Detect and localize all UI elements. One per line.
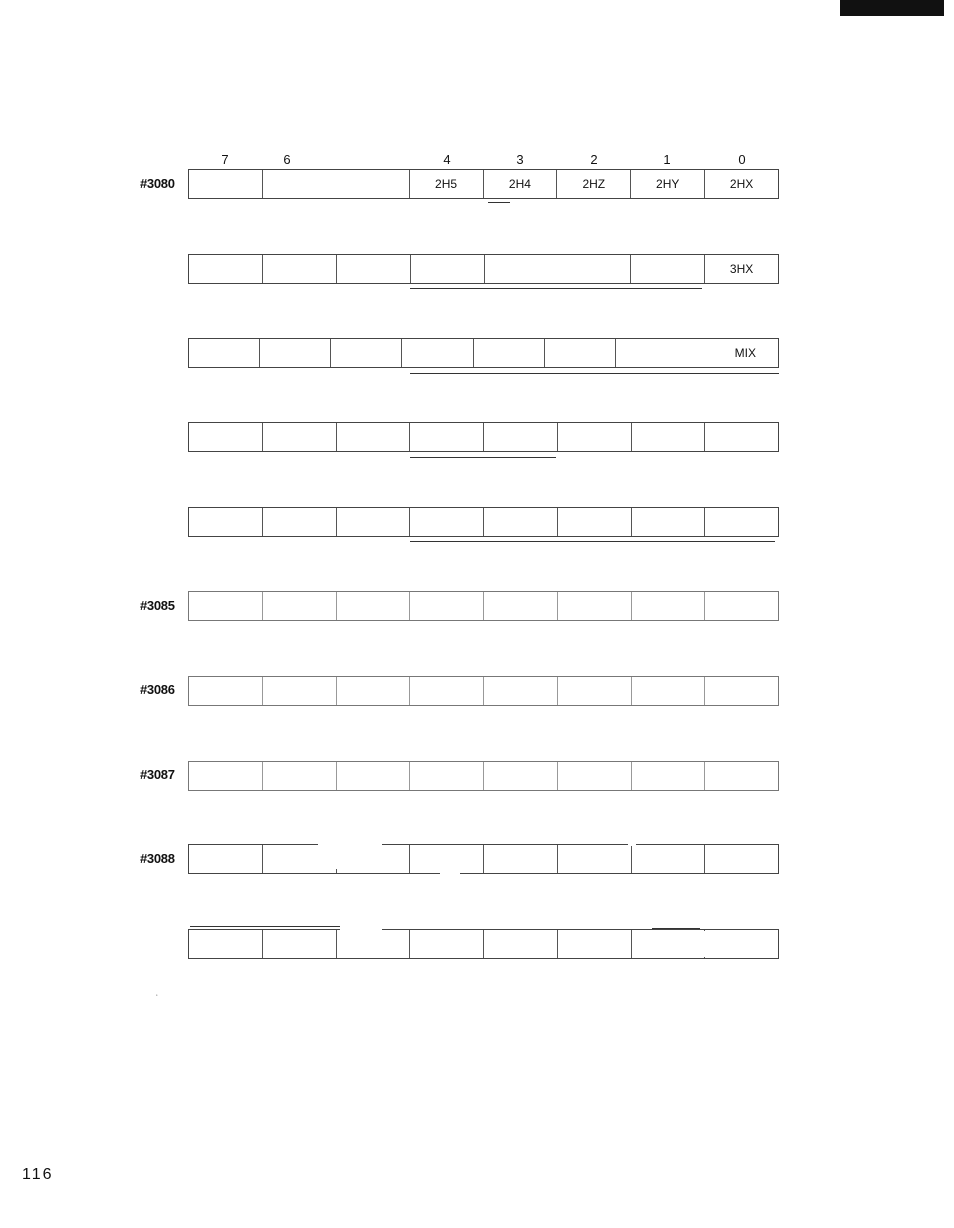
register-row-3087 (188, 761, 779, 791)
bit-cell (484, 592, 558, 620)
bit-number-2: 2 (590, 152, 598, 167)
bit-cell (410, 762, 484, 790)
register-row-3088 (188, 844, 779, 874)
bit-number-3: 3 (516, 152, 524, 167)
bit-cell (558, 762, 632, 790)
bit-cell (484, 845, 558, 873)
bit-cell: 2HY (631, 170, 705, 198)
scan-gap (318, 838, 382, 869)
register-row-3089 (188, 929, 779, 959)
bit-cell (631, 255, 705, 283)
bit-cell (705, 423, 778, 451)
scan-gap (628, 840, 636, 846)
bit-cell (705, 762, 778, 790)
bit-cell (632, 592, 706, 620)
bit-cell (558, 423, 632, 451)
bit-cell: 2HX (729, 177, 754, 191)
register-label-3080: #3080 (140, 176, 175, 191)
bit-cell (705, 508, 778, 536)
register-row-3083 (188, 422, 779, 452)
bit-cell (263, 170, 410, 198)
bit-cell (484, 930, 558, 958)
bit-cell (263, 677, 337, 705)
bit-cell (632, 508, 706, 536)
scan-speck: ʻ (156, 993, 158, 1002)
corner-tab-mark (840, 0, 944, 16)
bit-cell (189, 845, 263, 873)
bit-cell: 2H5 (410, 170, 484, 198)
underline-mark (410, 373, 779, 374)
bit-cell (402, 339, 473, 367)
bit-cell (331, 339, 402, 367)
bit-cell (189, 930, 263, 958)
register-row-3082 (188, 338, 779, 368)
bit-cell (263, 508, 337, 536)
register-label-3085: #3085 (140, 598, 175, 613)
bit-cell (263, 423, 337, 451)
bit-cell (337, 255, 411, 283)
bit-cell (558, 508, 632, 536)
bit-cell (189, 339, 260, 367)
bit-cell (632, 423, 706, 451)
register-row-3080 (188, 169, 779, 199)
bit-number-6: 6 (283, 152, 291, 167)
bit-cell (337, 508, 411, 536)
bit-number-4: 4 (443, 152, 451, 167)
bit-cell (410, 508, 484, 536)
bit-cell (189, 592, 263, 620)
bit-cell: 2HZ (557, 170, 631, 198)
bit-number-1: 1 (663, 152, 671, 167)
bit-cell (337, 592, 411, 620)
bit-cell (337, 762, 411, 790)
bit-cell (337, 677, 411, 705)
bit-cell (705, 677, 778, 705)
underline-mark (652, 928, 700, 929)
bit-number-0: 0 (738, 152, 746, 167)
page-number: 116 (22, 1166, 54, 1183)
bit-cell (632, 930, 706, 958)
bit-cell (632, 845, 706, 873)
bit-cell (263, 255, 337, 283)
bit-cell (411, 255, 485, 283)
bit-cell: 3HX (729, 262, 754, 276)
register-label-3086: #3086 (140, 682, 175, 697)
bit-cell (545, 339, 616, 367)
underline-mark (488, 202, 510, 203)
bit-cell: MIX (734, 346, 756, 360)
bit-cell (632, 677, 706, 705)
bit-cell (705, 845, 778, 873)
bit-cell (189, 762, 263, 790)
scan-gap (700, 931, 712, 957)
bit-cell (484, 508, 558, 536)
bit-cell (189, 255, 263, 283)
bit-cell (632, 762, 706, 790)
register-label-3088: #3088 (140, 851, 175, 866)
bit-cell (484, 677, 558, 705)
bit-cell (260, 339, 331, 367)
bit-cell (263, 930, 337, 958)
scan-gap (340, 925, 382, 955)
bit-cell (263, 592, 337, 620)
bit-cell (558, 677, 632, 705)
bit-cell (189, 677, 263, 705)
bit-cell (189, 170, 263, 198)
bit-cell (558, 930, 632, 958)
scan-gap (440, 950, 460, 958)
scan-gap (440, 866, 460, 874)
bit-cell (558, 845, 632, 873)
register-row-3085 (188, 591, 779, 621)
bit-cell (337, 423, 411, 451)
bit-cell (410, 423, 484, 451)
bit-cell (410, 592, 484, 620)
bit-cell (485, 255, 632, 283)
bit-cell (474, 339, 545, 367)
register-row-3084 (188, 507, 779, 537)
underline-mark (410, 288, 702, 289)
underline-mark (190, 926, 340, 927)
bit-number-7: 7 (221, 152, 229, 167)
register-row-3081 (188, 254, 779, 284)
bit-cell: 2H4 (484, 170, 558, 198)
register-label-3087: #3087 (140, 767, 175, 782)
bit-cell (189, 508, 263, 536)
underline-mark (410, 541, 775, 542)
bit-cell (189, 423, 263, 451)
bit-cell (705, 930, 778, 958)
bit-cell (263, 762, 337, 790)
bit-cell (705, 592, 778, 620)
underline-mark (410, 457, 556, 458)
bit-cell (410, 677, 484, 705)
bit-cell (484, 423, 558, 451)
bit-cell (558, 592, 632, 620)
register-row-3086 (188, 676, 779, 706)
bit-cell (484, 762, 558, 790)
